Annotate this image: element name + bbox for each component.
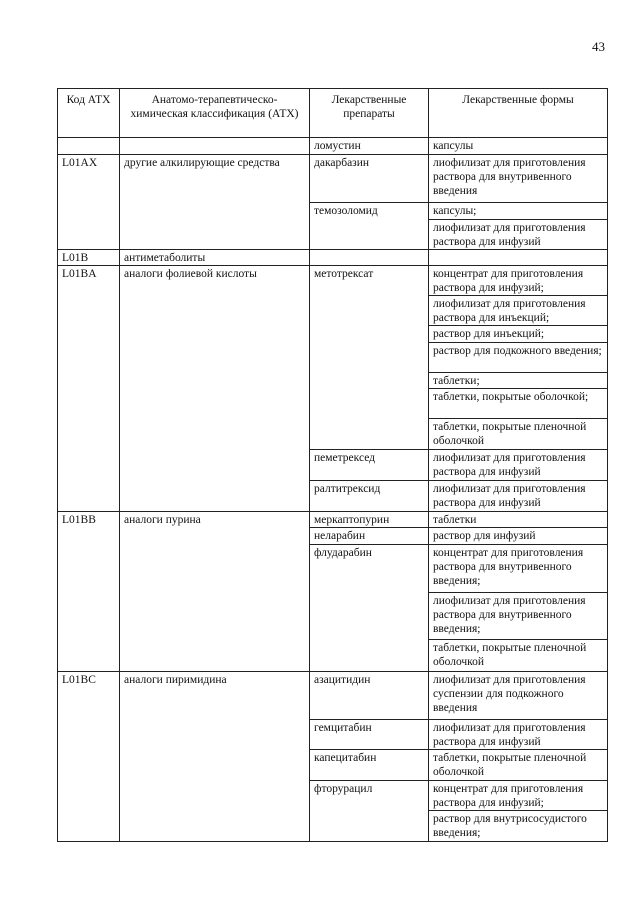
code-cell (58, 373, 120, 389)
header-classification: Анатомо-терапевтическо-химическая классификация (АТХ) (120, 89, 310, 138)
table-row (58, 138, 608, 155)
class-cell (120, 138, 310, 155)
table-row (58, 266, 608, 296)
code-cell (58, 450, 120, 481)
table-header-row (58, 89, 608, 138)
drug-cell (310, 250, 429, 266)
table-row (58, 720, 608, 750)
table-row (58, 781, 608, 811)
header-drugs: Лекарственные препараты (310, 89, 429, 138)
class-cell (120, 203, 310, 220)
class-cell (120, 450, 310, 481)
form-cell: таблетки, покрытые пленочной оболочкой (429, 640, 608, 672)
code-cell: L01AX (58, 155, 120, 203)
drug-cell (310, 296, 429, 326)
table-row (58, 203, 608, 220)
drug-cell: азацитидин (310, 672, 429, 720)
class-cell (120, 811, 310, 842)
form-cell: концентрат для приготовления раствора для инфузий; (429, 781, 608, 811)
form-cell: концентрат для приготовления раствора для внутривенного введения; (429, 545, 608, 593)
drug-cell: ралтитрексид (310, 481, 429, 512)
form-cell: лиофилизат для приготовления раствора для инфузий (429, 450, 608, 481)
code-cell (58, 720, 120, 750)
class-cell (120, 389, 310, 419)
class-cell (120, 373, 310, 389)
class-cell: другие алкилирующие средства (120, 155, 310, 203)
form-cell: лиофилизат для приготовления раствора для инфузий (429, 481, 608, 512)
table-row (58, 296, 608, 326)
table-row (58, 373, 608, 389)
drug-cell (310, 373, 429, 389)
code-cell: L01BA (58, 266, 120, 296)
form-cell: лиофилизат для приготовления раствора для инфузий (429, 720, 608, 750)
form-cell: концентрат для приготовления раствора для инфузий; (429, 266, 608, 296)
drug-cell (310, 593, 429, 640)
form-cell: раствор для внутрисосудистого введения; (429, 811, 608, 842)
drug-cell: дакарбазин (310, 155, 429, 203)
drug-cell (310, 326, 429, 343)
header-forms: Лекарственные формы (429, 89, 608, 138)
form-cell: раствор для инфузий (429, 528, 608, 545)
code-cell (58, 545, 120, 593)
form-cell: лиофилизат для приготовления раствора для внутривенного введения; (429, 593, 608, 640)
drug-cell (310, 419, 429, 450)
atx-table (57, 88, 608, 842)
form-cell: таблетки, покрытые пленочной оболочкой (429, 750, 608, 781)
form-cell (429, 250, 608, 266)
class-cell (120, 296, 310, 326)
form-cell: таблетки; (429, 373, 608, 389)
class-cell (120, 720, 310, 750)
header-code: Код АТХ (58, 89, 120, 138)
code-cell (58, 640, 120, 672)
code-cell (58, 419, 120, 450)
table-row (58, 640, 608, 672)
drug-cell (310, 389, 429, 419)
class-cell (120, 481, 310, 512)
drug-cell (310, 220, 429, 250)
class-cell (120, 750, 310, 781)
table-row (58, 389, 608, 419)
class-cell (120, 220, 310, 250)
table-row (58, 545, 608, 593)
form-cell: лиофилизат для приготовления суспензии для подкожного введения (429, 672, 608, 720)
drug-cell: ломустин (310, 138, 429, 155)
table-row (58, 672, 608, 720)
table-row (58, 512, 608, 528)
table-row (58, 528, 608, 545)
table-row (58, 326, 608, 343)
code-cell: L01BB (58, 512, 120, 528)
drug-cell: меркаптопурин (310, 512, 429, 528)
table-row (58, 811, 608, 842)
code-cell (58, 326, 120, 343)
table-row (58, 450, 608, 481)
code-cell (58, 528, 120, 545)
class-cell (120, 419, 310, 450)
code-cell (58, 220, 120, 250)
class-cell (120, 326, 310, 343)
form-cell: лиофилизат для приготовления раствора для инфузий (429, 220, 608, 250)
code-cell (58, 296, 120, 326)
form-cell: таблетки, покрытые пленочной оболочкой (429, 419, 608, 450)
class-cell (120, 528, 310, 545)
page-number: 43 (592, 39, 605, 54)
class-cell (120, 593, 310, 640)
drug-cell: флударабин (310, 545, 429, 593)
form-cell: таблетки (429, 512, 608, 528)
form-cell: раствор для подкожного введения; (429, 343, 608, 373)
drug-cell: пеметрексед (310, 450, 429, 481)
table-row (58, 220, 608, 250)
code-cell: L01BC (58, 672, 120, 720)
code-cell (58, 811, 120, 842)
drug-cell (310, 343, 429, 373)
class-cell: антиметаболиты (120, 250, 310, 266)
drug-cell: темозоломид (310, 203, 429, 220)
class-cell (120, 781, 310, 811)
table-row (58, 419, 608, 450)
form-cell: лиофилизат для приготовления раствора для инъекций; (429, 296, 608, 326)
code-cell (58, 593, 120, 640)
form-cell: таблетки, покрытые оболочкой; (429, 389, 608, 419)
class-cell: аналоги фолиевой кислоты (120, 266, 310, 296)
table-row (58, 750, 608, 781)
code-cell (58, 781, 120, 811)
class-cell (120, 545, 310, 593)
drug-cell (310, 640, 429, 672)
form-cell: капсулы; (429, 203, 608, 220)
code-cell: L01B (58, 250, 120, 266)
drug-cell: капецитабин (310, 750, 429, 781)
class-cell (120, 343, 310, 373)
drug-cell: метотрексат (310, 266, 429, 296)
class-cell: аналоги пурина (120, 512, 310, 528)
table-row (58, 250, 608, 266)
table-row (58, 155, 608, 203)
drug-cell: фторурацил (310, 781, 429, 811)
code-cell (58, 138, 120, 155)
code-cell (58, 343, 120, 373)
drug-cell (310, 811, 429, 842)
form-cell: раствор для инъекций; (429, 326, 608, 343)
code-cell (58, 750, 120, 781)
code-cell (58, 481, 120, 512)
table-row (58, 593, 608, 640)
table-row (58, 481, 608, 512)
drug-cell: гемцитабин (310, 720, 429, 750)
form-cell: капсулы (429, 138, 608, 155)
table-row (58, 343, 608, 373)
drug-cell: неларабин (310, 528, 429, 545)
code-cell (58, 203, 120, 220)
class-cell: аналоги пиримидина (120, 672, 310, 720)
class-cell (120, 640, 310, 672)
code-cell (58, 389, 120, 419)
form-cell: лиофилизат для приготовления раствора для внутривенного введения (429, 155, 608, 203)
